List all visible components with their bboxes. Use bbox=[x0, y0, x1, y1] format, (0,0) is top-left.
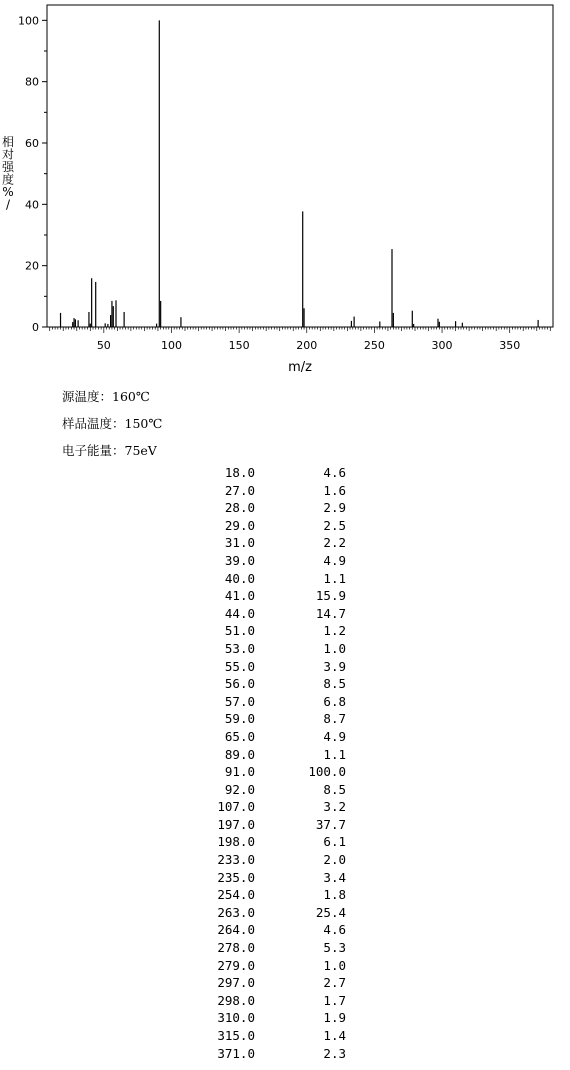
peak-table-row bbox=[0, 588, 570, 606]
x-tick-label: 50 bbox=[96, 339, 111, 352]
peak-intensity: 5.3 bbox=[323, 940, 346, 956]
peak-intensity: 1.1 bbox=[323, 570, 346, 586]
peak-table-row bbox=[0, 1046, 570, 1064]
y-axis-label-char: 对 bbox=[1, 147, 15, 162]
peak-table-row bbox=[0, 659, 570, 677]
peak-intensity: 1.0 bbox=[323, 957, 346, 973]
peak-intensity: 4.6 bbox=[323, 922, 346, 938]
peak-table-row bbox=[0, 676, 570, 694]
peak-mz: 28.0 bbox=[224, 500, 255, 516]
peak-table-row bbox=[0, 1010, 570, 1028]
x-tick-label: 100 bbox=[160, 339, 182, 352]
peak-mz: 92.0 bbox=[224, 781, 255, 797]
y-tick-label: 80 bbox=[25, 75, 39, 89]
y-axis-label-char: / bbox=[5, 197, 11, 212]
x-tick-label: 350 bbox=[499, 339, 521, 352]
peak-table-row bbox=[0, 993, 570, 1011]
peak-mz: 57.0 bbox=[224, 693, 255, 709]
peak-mz: 371.0 bbox=[217, 1045, 255, 1061]
peak-table-row bbox=[0, 922, 570, 940]
peak-mz: 197.0 bbox=[217, 816, 255, 832]
peak-table-row bbox=[0, 535, 570, 553]
y-tick-label: 60 bbox=[25, 137, 39, 150]
peak-mz: 263.0 bbox=[217, 904, 255, 920]
y-axis-label-char: 强 bbox=[1, 160, 15, 174]
peak-table-row bbox=[0, 940, 570, 958]
peak-intensity: 2.2 bbox=[323, 535, 346, 551]
peak-mz: 235.0 bbox=[217, 869, 255, 885]
y-tick-label: 100 bbox=[18, 14, 39, 28]
peak-table-row bbox=[0, 711, 570, 729]
peak-intensity: 2.9 bbox=[323, 500, 346, 516]
peak-table-row bbox=[0, 905, 570, 923]
peak-intensity: 4.9 bbox=[323, 552, 346, 568]
peak-intensity: 2.0 bbox=[323, 852, 346, 868]
peak-intensity: 25.4 bbox=[315, 904, 346, 920]
peak-table-row bbox=[0, 834, 570, 852]
electron-energy: 电子能量：75eV bbox=[62, 443, 157, 458]
y-tick-label: 20 bbox=[25, 259, 39, 273]
peak-table-row bbox=[0, 553, 570, 571]
peak-intensity: 15.9 bbox=[315, 588, 346, 604]
peak-table-row bbox=[0, 764, 570, 782]
peak-table-row bbox=[0, 518, 570, 536]
peak-intensity: 3.2 bbox=[323, 799, 346, 815]
peak-mz: 56.0 bbox=[224, 676, 255, 692]
peak-intensity: 100.0 bbox=[308, 764, 346, 780]
peak-intensity: 6.8 bbox=[323, 693, 346, 709]
y-axis-label-char: 度 bbox=[1, 172, 15, 187]
y-axis bbox=[18, 14, 47, 334]
mass-spectrum-chart bbox=[0, 0, 570, 380]
source-temperature: 源温度：160℃ bbox=[62, 389, 150, 404]
peak-table-row bbox=[0, 975, 570, 993]
y-axis-label bbox=[2, 134, 15, 212]
peak-mz: 41.0 bbox=[224, 588, 255, 604]
plot-frame bbox=[47, 5, 553, 327]
sample-temperature: 样品温度：150℃ bbox=[62, 416, 163, 431]
peak-table-row bbox=[0, 887, 570, 905]
peak-mz: 278.0 bbox=[217, 940, 255, 956]
x-tick-label: 250 bbox=[363, 339, 385, 352]
peak-table-row bbox=[0, 870, 570, 888]
peak-intensity: 3.9 bbox=[323, 658, 346, 674]
peak-mz: 91.0 bbox=[224, 764, 255, 780]
peak-table-row bbox=[0, 465, 570, 483]
peak-mz: 298.0 bbox=[217, 992, 255, 1008]
peak-table-row bbox=[0, 817, 570, 835]
peak-intensity: 8.5 bbox=[323, 676, 346, 692]
peak-table bbox=[0, 465, 570, 1063]
peak-mz: 40.0 bbox=[224, 570, 255, 586]
peak-intensity: 1.7 bbox=[323, 992, 346, 1008]
x-tick-label: 150 bbox=[228, 339, 250, 352]
peak-mz: 297.0 bbox=[217, 975, 255, 991]
peak-intensity: 1.6 bbox=[323, 482, 346, 498]
peak-mz: 107.0 bbox=[217, 799, 255, 815]
peak-table-row bbox=[0, 483, 570, 501]
y-tick-label: 40 bbox=[25, 198, 39, 212]
peak-mz: 51.0 bbox=[224, 623, 255, 639]
peak-intensity: 1.9 bbox=[323, 1010, 346, 1026]
peak-intensity: 1.1 bbox=[323, 746, 346, 762]
peak-intensity: 8.5 bbox=[323, 781, 346, 797]
peak-mz: 39.0 bbox=[224, 552, 255, 568]
peak-table-row bbox=[0, 799, 570, 817]
peak-mz: 233.0 bbox=[217, 852, 255, 868]
y-axis-label-char: % bbox=[2, 185, 14, 199]
peak-intensity: 2.7 bbox=[323, 975, 346, 991]
x-axis bbox=[50, 327, 551, 352]
peak-mz: 53.0 bbox=[224, 640, 255, 656]
peak-intensity: 6.1 bbox=[323, 834, 346, 850]
peak-mz: 18.0 bbox=[224, 465, 255, 480]
peak-mz: 29.0 bbox=[224, 517, 255, 533]
peak-intensity: 4.6 bbox=[323, 465, 346, 480]
peak-table-row bbox=[0, 500, 570, 518]
y-axis-label-char: 相 bbox=[1, 135, 15, 149]
peak-table-row bbox=[0, 852, 570, 870]
peak-mz: 65.0 bbox=[224, 728, 255, 744]
peak-intensity: 2.5 bbox=[323, 517, 346, 533]
peak-intensity: 14.7 bbox=[315, 605, 346, 621]
peak-intensity: 3.4 bbox=[323, 869, 346, 885]
peak-table-row bbox=[0, 571, 570, 589]
peak-mz: 55.0 bbox=[224, 658, 255, 674]
peak-intensity: 8.7 bbox=[323, 711, 346, 727]
x-tick-label: 200 bbox=[296, 339, 318, 352]
peak-table-row bbox=[0, 782, 570, 800]
peak-table-row bbox=[0, 729, 570, 747]
peak-table-row bbox=[0, 958, 570, 976]
peak-table-row bbox=[0, 747, 570, 765]
peak-mz: 315.0 bbox=[217, 1028, 255, 1043]
peak-mz: 31.0 bbox=[224, 535, 255, 551]
peak-table-row bbox=[0, 623, 570, 641]
peak-mz: 59.0 bbox=[224, 711, 255, 727]
peak-intensity: 37.7 bbox=[315, 816, 346, 832]
peak-mz: 279.0 bbox=[217, 957, 255, 973]
peak-table-row bbox=[0, 694, 570, 712]
peak-intensity: 1.0 bbox=[323, 640, 346, 656]
peak-mz: 27.0 bbox=[224, 482, 255, 498]
peak-intensity: 2.3 bbox=[323, 1045, 346, 1061]
peak-table-row bbox=[0, 606, 570, 624]
x-axis-label: m/z bbox=[288, 360, 312, 375]
peak-mz: 44.0 bbox=[224, 605, 255, 621]
peak-intensity: 1.4 bbox=[323, 1028, 346, 1043]
peak-intensity: 4.9 bbox=[323, 728, 346, 744]
peak-table-row bbox=[0, 641, 570, 659]
peak-mz: 310.0 bbox=[217, 1010, 255, 1026]
y-tick-label: 0 bbox=[32, 321, 39, 334]
peak-mz: 89.0 bbox=[224, 746, 255, 762]
x-tick-label: 300 bbox=[431, 339, 453, 352]
peak-mz: 264.0 bbox=[217, 922, 255, 938]
peak-intensity: 1.2 bbox=[323, 623, 346, 639]
peak-mz: 254.0 bbox=[217, 887, 255, 903]
peak-mz: 198.0 bbox=[217, 834, 255, 850]
peak-intensity: 1.8 bbox=[323, 887, 346, 903]
peak-bars bbox=[61, 20, 539, 327]
peak-table-row bbox=[0, 1028, 570, 1046]
